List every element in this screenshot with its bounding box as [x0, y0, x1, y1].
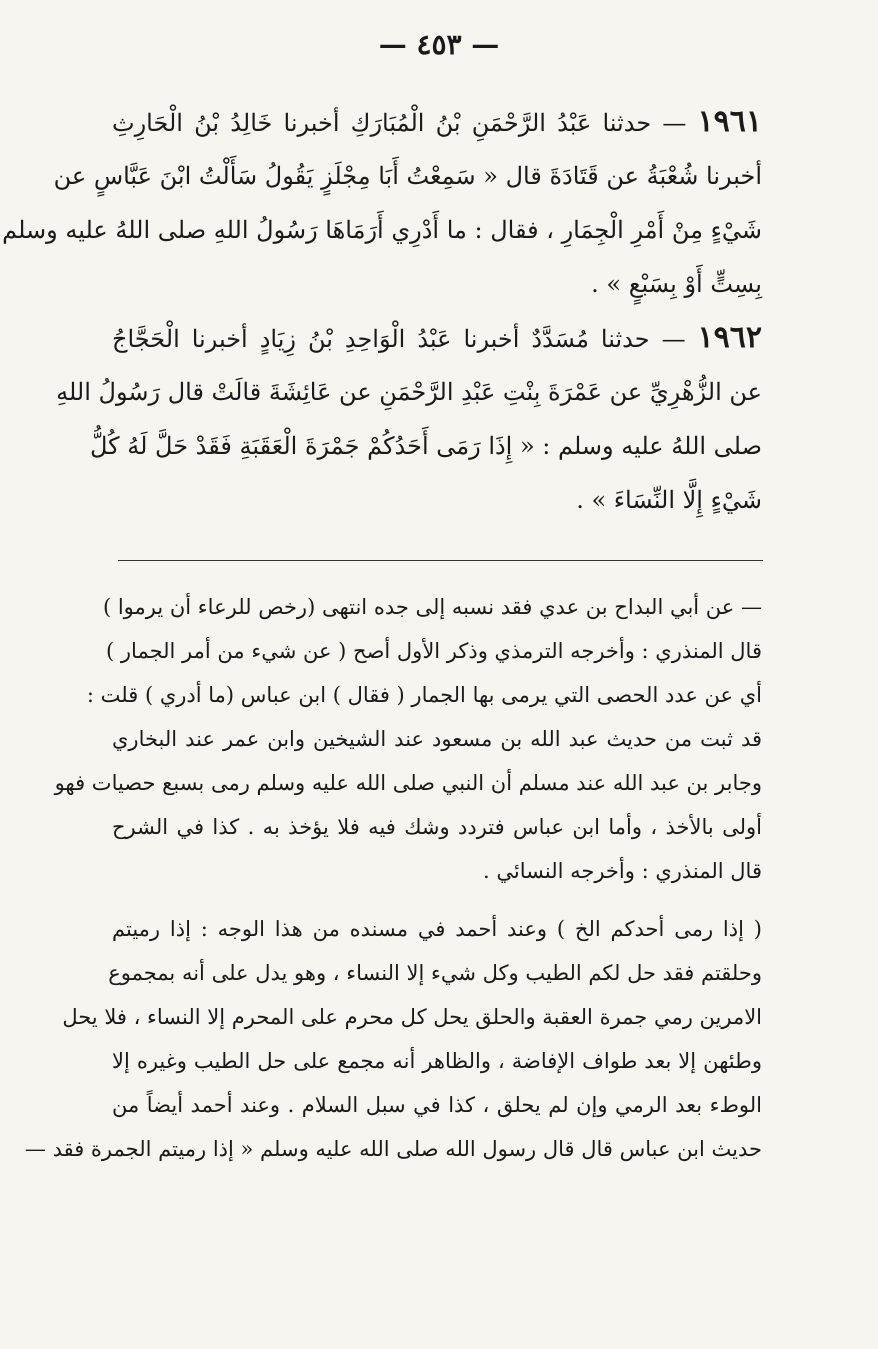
footnote-line: الوطء بعد الرمي وإن لم يحلق ، كذا في سبل السلام . وعند أحمد أيضاً من: [112, 1093, 762, 1117]
footnote-line: الامرين رمي جمرة العقبة والحلق يحل كل محرم على المحرم إلا النساء ، فلا يحل: [62, 1005, 762, 1029]
hadith-text-block: [2, 95, 762, 527]
hadith-1962: [56, 311, 762, 527]
footnote-line: أي عن عدد الحصى التي يرمى بها الجمار ( فقال ) ابن عباس (ما أدري ) قلت :: [86, 683, 762, 707]
footnote-line: قال المنذري : وأخرجه النسائي .: [483, 859, 762, 883]
footnote-line: وجابر بن عبد الله عند مسلم أن النبي صلى الله عليه وسلم رمى بسبع حصيات فهو: [54, 771, 762, 795]
footnote-paragraph-1: [54, 585, 762, 893]
hadith-line: عن الزُّهْرِيِّ عن عَمْرَةَ بِنْتِ عَبْدِ الرَّحْمَنِ عن عَائِشَةَ قالَتْ قال رَسُولُ اللهِ: [56, 378, 762, 406]
hadith-line: صلى اللهُ عليه وسلم : « إِذَا رَمَى أَحَدُكُمْ جَمْرَةَ الْعَقَبَةِ فَقَدْ حَلَّ لَهُ كُلُّ: [90, 432, 762, 460]
page-number: — ٤٥٣ —: [378, 28, 500, 61]
footnote-paragraph-2: [24, 907, 762, 1171]
hadith-number: ١٩٦٢: [697, 320, 762, 355]
footnote-divider: [118, 560, 763, 561]
footnote-line: وحلقتم فقد حل لكم الطيب وكل شيء إلا النساء ، وهو يدل على أنه بمجموع: [108, 961, 762, 985]
footnote-line: قد ثبت من حديث عبد الله بن مسعود عند الشيخين وابن عمر عند البخاري: [112, 727, 762, 751]
footnote-line: وطئهن إلا بعد طواف الإفاضة ، والظاهر أنه مجمع على حل الطيب وغيره إلا: [112, 1049, 762, 1073]
hadith-line-text: — حدثنا مُسَدَّدٌ أخبرنا عَبْدُ الْوَاحِدِ بْنُ زِيَادٍ أخبرنا الْحَجَّاجُ: [112, 325, 686, 353]
hadith-line: بِسِتٍّ أَوْ بِسَبْعٍ » .: [591, 270, 762, 298]
footnote-line: أولى بالأخذ ، وأما ابن عباس فتردد وشك فيه فلا يؤخذ به . كذا في الشرح: [112, 815, 762, 839]
hadith-line-text: — حدثنا عَبْدُ الرَّحْمَنِ بْنُ الْمُبَارَكِ أخبرنا خَالِدُ بْنُ الْحَارِثِ: [112, 109, 687, 137]
footnotes: [24, 585, 762, 1171]
hadith-line: شَيْءٍ إِلَّا النِّسَاءَ » .: [576, 486, 762, 514]
footnote-line: ( إذا رمى أحدكم الخ ) وعند أحمد في مسنده من هذا الوجه : إذا رميتم: [112, 917, 762, 941]
hadith-line: [112, 95, 762, 149]
hadith-line: شَيْءٍ مِنْ أَمْرِ الْجِمَارِ ، فقال : ما أَدْرِي أَرَمَاهَا رَسُولُ اللهِ صلى اللهُ عليه وسلم: [2, 216, 762, 244]
hadith-line: [112, 311, 762, 365]
paragraph-gap: [112, 893, 762, 907]
footnote-line: قال المنذري : وأخرجه الترمذي وذكر الأول أصح ( عن شيء من أمر الجمار ): [106, 639, 762, 663]
hadith-line: أخبرنا شُعْبَةُ عن قَتَادَةَ قال « سَمِعْتُ أَبَا مِجْلَزٍ يَقُولُ سَأَلْتُ ابْنَ عَبَّاسٍ عن: [53, 162, 762, 190]
footnote-line: — عن أبي البداح بن عدي فقد نسبه إلى جده انتهى (رخص للرعاء أن يرموا ): [102, 595, 762, 619]
footnote-line: حديث ابن عباس قال قال رسول الله صلى الله عليه وسلم « إذا رميتم الجمرة فقد —: [24, 1137, 762, 1161]
hadith-number: ١٩٦١: [697, 104, 762, 139]
hadith-1961: [2, 95, 762, 311]
